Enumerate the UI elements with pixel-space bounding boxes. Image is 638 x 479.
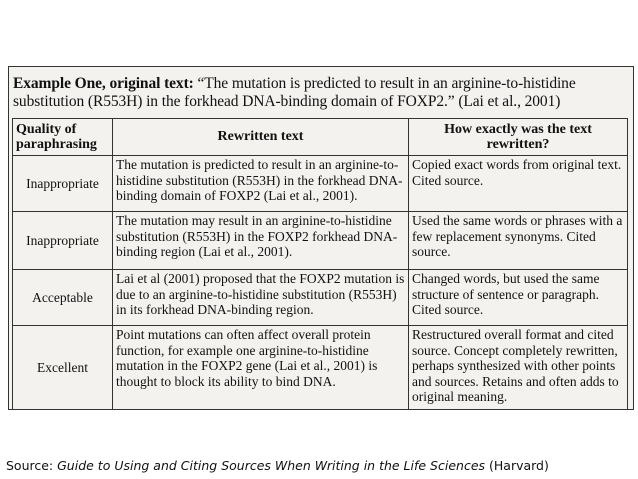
- paraphrasing-table: [12, 118, 628, 410]
- rewritten-cell: The mutation is predicted to result in an arginine-to-histidine substitution (R553H) in the forkhead DNA-binding domain of FOXP2 (Lai et al., 2001).: [113, 156, 409, 212]
- example-label: Example One, original text:: [13, 75, 194, 92]
- how-cell: Copied exact words from original text. Cited source.: [409, 156, 628, 212]
- quality-cell: Acceptable: [13, 270, 113, 326]
- rewritten-cell: The mutation may result in an arginine-to-histidine substitution (R553H) in the FOXP2 forkhead DNA-binding region (Lai et al., 2001).: [113, 212, 409, 270]
- original-citation: (Lai et al., 2001): [454, 93, 561, 110]
- paraphrasing-table-image: [8, 66, 634, 410]
- rewritten-cell: Point mutations can often affect overall protein function, for example one arginine-to-histidine mutation in the FOXP2 gene (Lai et al., 2001) is thought to block its ability to bind DNA.: [113, 326, 409, 410]
- how-cell: Restructured overall format and cited source. Concept completely rewritten, perhaps synthesized with other points and sources. Retains and often adds to original meaning.: [409, 326, 628, 410]
- table-header-row: [13, 119, 628, 156]
- quality-cell: Inappropriate: [13, 212, 113, 270]
- header-how: How exactly was the text rewritten?: [409, 119, 628, 156]
- how-cell: Changed words, but used the same structure of sentence or paragraph. Cited source.: [409, 270, 628, 326]
- source-suffix: (Harvard): [485, 458, 549, 473]
- example-heading: [13, 75, 629, 111]
- original-quote: “The mutation is predicted to result in an arginine-to-histidine substitution (R553H) in the forkhead DNA-binding domain of FOXP2.”: [13, 75, 576, 110]
- how-cell: Used the same words or phrases with a few replacement synonyms. Cited source.: [409, 212, 628, 270]
- header-quality: Quality of paraphrasing: [13, 119, 113, 156]
- source-caption: [6, 458, 549, 473]
- rewritten-cell: Lai et al (2001) proposed that the FOXP2 mutation is due to an arginine-to-histidine substitution (R553H) in its forkhead DNA-binding region.: [113, 270, 409, 326]
- header-rewritten: Rewritten text: [113, 119, 409, 156]
- table-row: [13, 270, 628, 326]
- quality-cell: Inappropriate: [13, 156, 113, 212]
- table-row: [13, 326, 628, 410]
- table-row: [13, 212, 628, 270]
- table-row: [13, 156, 628, 212]
- source-prefix: Source:: [6, 458, 58, 473]
- source-title: Guide to Using and Citing Sources When Writing in the Life Sciences: [57, 458, 486, 473]
- quality-cell: Excellent: [13, 326, 113, 410]
